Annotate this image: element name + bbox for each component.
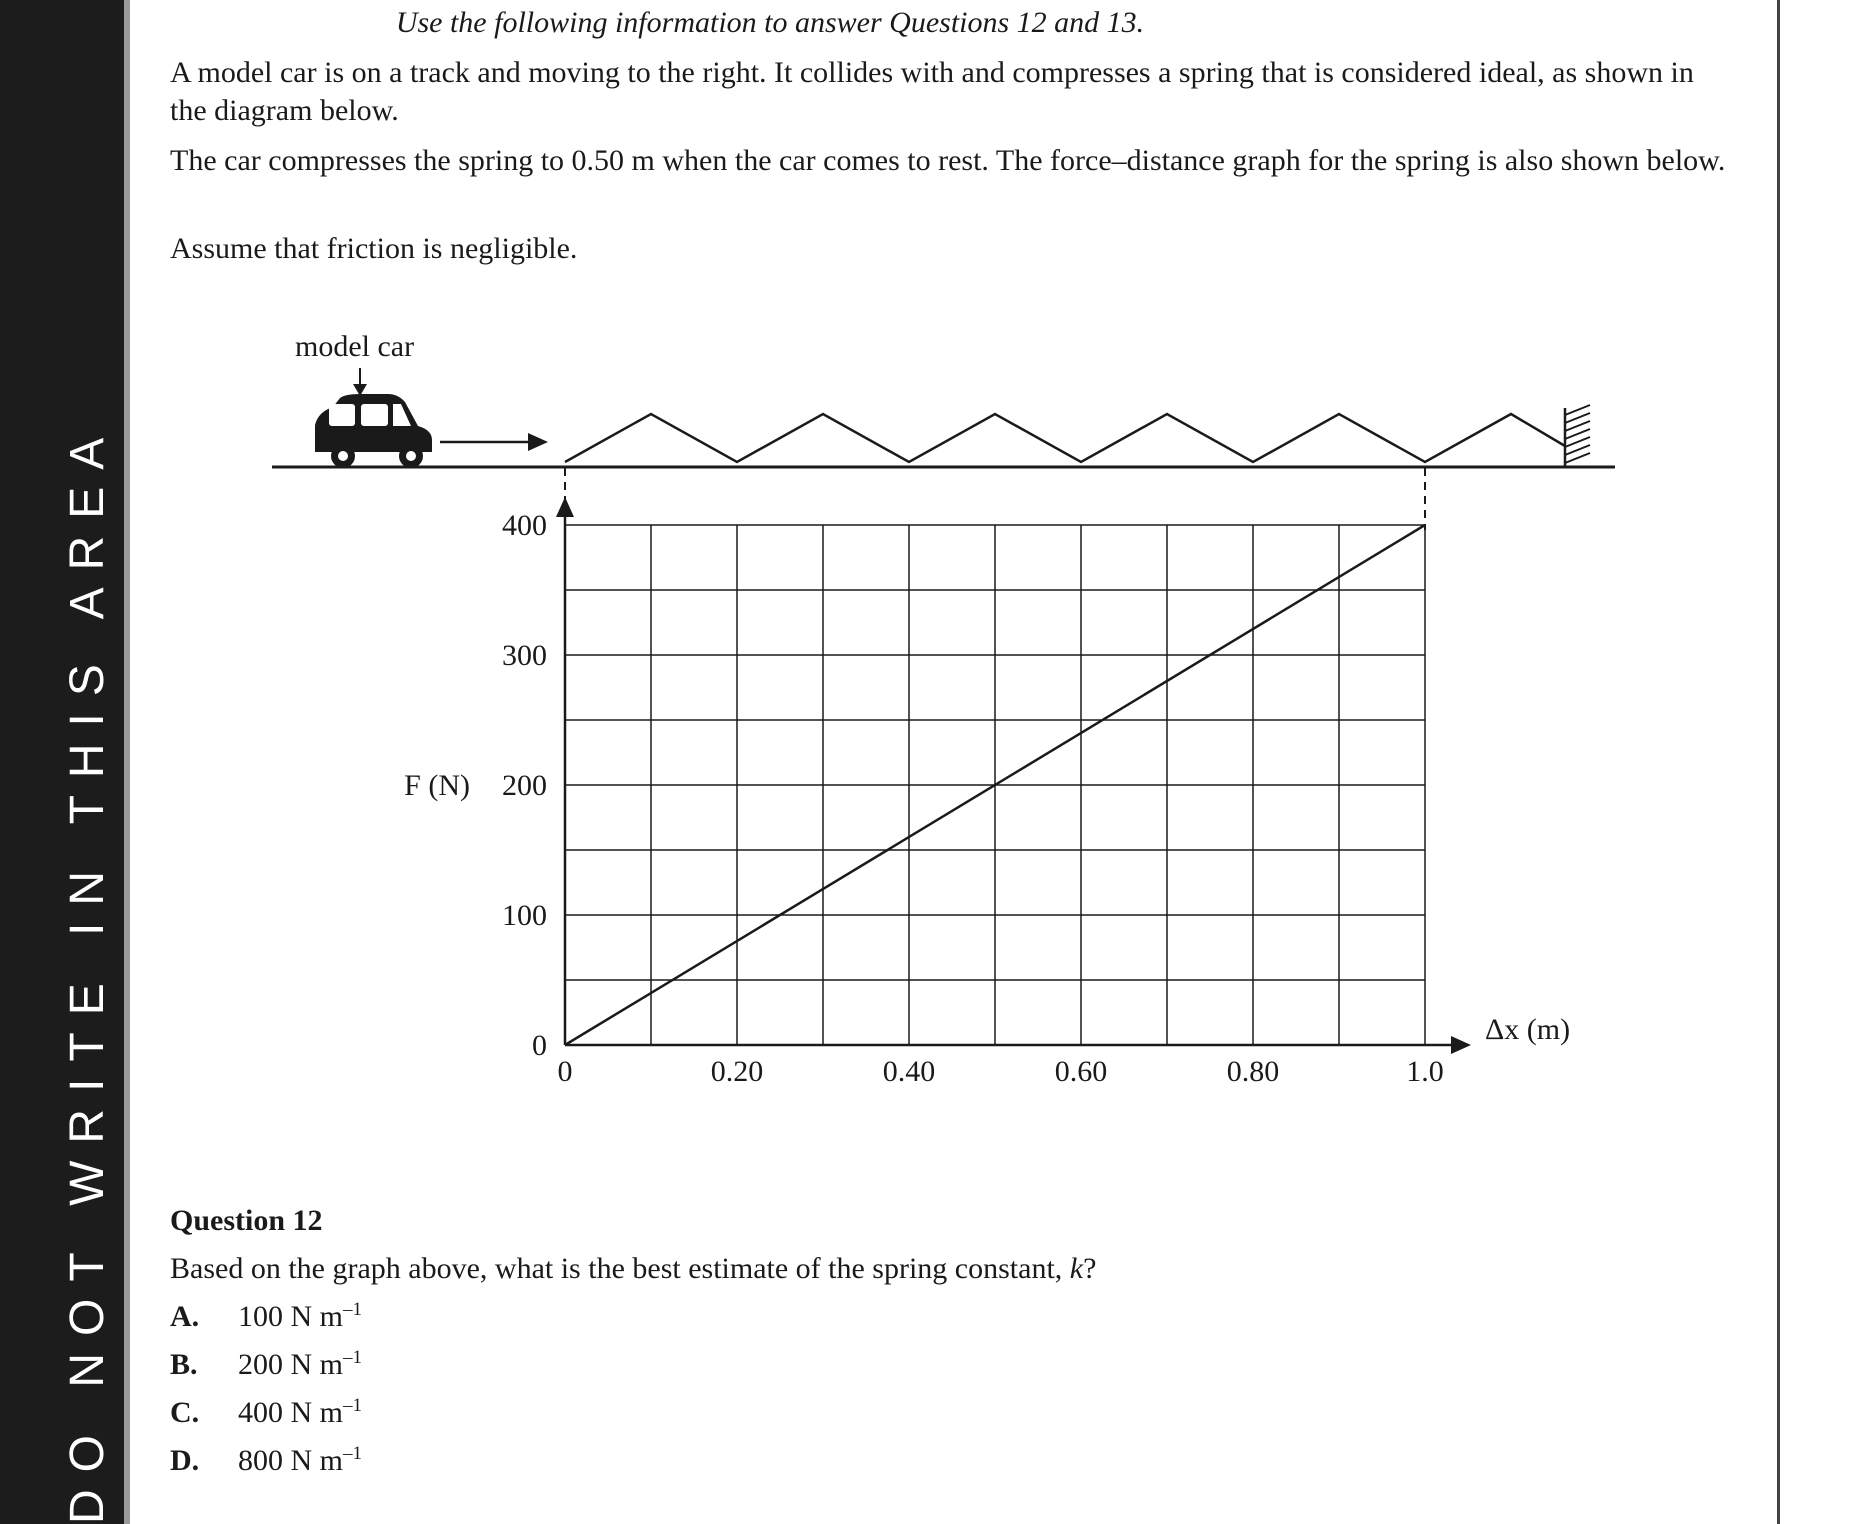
x-axis-label: Δx (m) <box>1485 1013 1571 1046</box>
option-c[interactable] <box>170 1394 362 1432</box>
force-distance-graph <box>404 497 1570 1088</box>
x-tick-label: 0.40 <box>882 1055 936 1088</box>
paragraph-1: A model car is on a track and moving to the right. It collides with and compresses a spring that is considered ideal, as shown in the diagram below. <box>170 56 1694 127</box>
x-tick-label: 0 <box>557 1055 573 1088</box>
y-axis-label: F (N) <box>404 769 470 802</box>
x-tick-label: 0.20 <box>710 1055 764 1088</box>
model-car-icon <box>315 394 432 468</box>
x-axis-arrow <box>1451 1036 1471 1054</box>
option-value: 400 N m <box>238 1396 343 1429</box>
option-b[interactable] <box>170 1346 362 1384</box>
option-exponent: –1 <box>343 1443 362 1464</box>
y-tick-label: 200 <box>502 769 547 802</box>
car-label: model car <box>295 330 415 363</box>
paragraph-2: The car compresses the spring to 0.50 m when the car comes to rest. The force–distance graph for the spring is also shown below. <box>170 144 1726 177</box>
option-value: 100 N m <box>238 1300 343 1333</box>
y-tick-label: 0 <box>532 1029 547 1062</box>
option-value: 200 N m <box>238 1348 343 1381</box>
margin-notice: DO NOT WRITE IN THIS AREA <box>61 420 114 1524</box>
y-tick-label: 400 <box>502 509 547 542</box>
question-text: Based on the graph above, what is the best estimate of the spring constant, k? <box>170 1252 1097 1285</box>
option-letter: C. <box>170 1396 200 1429</box>
paragraph-3: Assume that friction is negligible. <box>170 232 578 265</box>
wall-icon <box>1565 405 1590 467</box>
x-tick-label: 0.80 <box>1226 1055 1280 1088</box>
y-tick-label: 300 <box>502 639 547 672</box>
option-exponent: –1 <box>343 1299 362 1320</box>
option-value: 800 N m <box>238 1444 343 1477</box>
x-tick-label: 0.60 <box>1054 1055 1108 1088</box>
y-axis-arrow <box>556 497 574 517</box>
option-exponent: –1 <box>343 1347 362 1368</box>
intro-line: Use the following information to answer Questions 12 and 13. <box>395 6 1145 39</box>
option-letter: A. <box>170 1300 200 1333</box>
question-title: Question 12 <box>170 1204 323 1237</box>
y-tick-label: 100 <box>502 899 547 932</box>
spring <box>565 414 1565 462</box>
symbol-k: k <box>1069 1252 1084 1285</box>
option-letter: B. <box>170 1348 198 1381</box>
option-exponent: –1 <box>343 1395 362 1416</box>
option-d[interactable] <box>170 1442 362 1480</box>
option-a[interactable] <box>170 1298 362 1336</box>
x-tick-label: 1.0 <box>1406 1055 1444 1088</box>
option-letter: D. <box>170 1444 200 1477</box>
motion-arrow-icon <box>528 433 548 451</box>
